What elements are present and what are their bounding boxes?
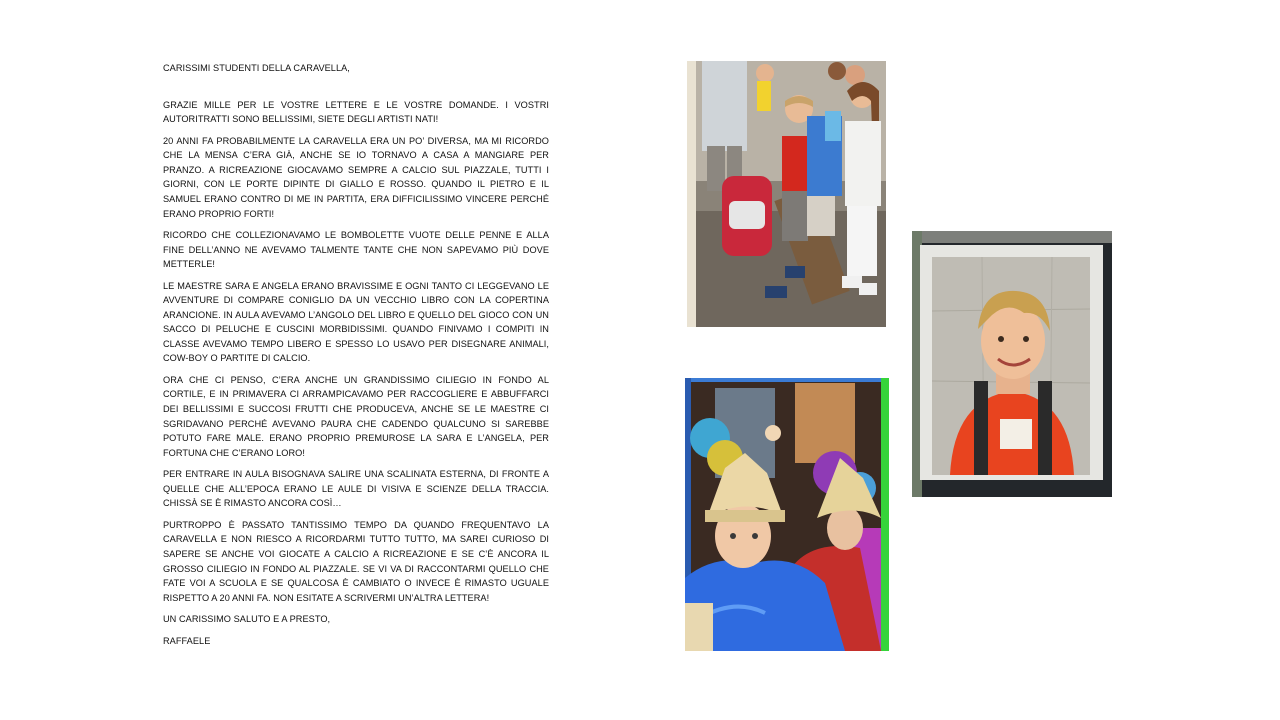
photo-children-backpacks [687,61,886,327]
letter-salutation: CARISSIMI STUDENTI DELLA CARAVELLA, [163,63,350,73]
letter-paragraph: RICORDO CHE COLLEZIONAVAMO LE BOMBOLETTE VUOTE DELLE PENNE E ALLA FINE DELL’ANNO NE AVEVAMO TALMENTE TANTE CHE NON SAPEVAMO PIÙ DOVE METTERLE! [163,229,549,270]
letter-closing: UN CARISSIMO SALUTO E A PRESTO, [163,614,331,625]
letter-paragraph: PURTROPPO È PASSATO TANTISSIMO TEMPO DA QUANDO FREQUENTAVO LA CARAVELLA E NON RIESCO A RICORDARMI TUTTO TUTTO, MA SAREI CURIOSO DI SAPERE SE ANCHE VOI GIOCATE A CALCIO A RICREAZIONE E SE C’È ANCORA IL GROSSO CILIEGIO IN FONDO AL PIAZZALE. SE VI VA DI RACCONTARMI QUELLO CHE FATE VOI A SCUOLA E SE QUALCOSA È CAMBIATO O INVECE È RIMASTO UGUALE RISPETTO A 20 ANNI FA. NON ESITATE A SCRIVERMI UN’ALTRA LETTERA! [163,519,549,603]
letter-paragraph: PER ENTRARE IN AULA BISOGNAVA SALIRE UNA SCALINATA ESTERNA, DI FRONTE A QUELLE CHE ALL’EPOCA ERANO LE AULE DI VISIVA E SCIENZE DELLA TRACCIA. CHISSÀ SE È RIMASTO ANCORA COSÌ… [163,469,549,509]
letter-paragraph: LE MAESTRE SARA E ANGELA ERANO BRAVISSIME E OGNI TANTO CI LEGGEVANO LE AVVENTURE DI COMPARE CONIGLIO DA UN VECCHIO LIBRO CON LA COPERTINA ARANCIONE. IN AULA AVEVAMO L’ANGOLO DEL LIBRO E QUELLO DEL GIOCO CON UN SACCO DI PELUCHE E CUSCINI MORBIDISSIMI. QUANDO FINIVAMO I COMPITI IN CLASSE AVEVAMO TEMPO LIBERO E SPESSO LO USAVO PER DISEGNARE ANIMALI, COW-BOY O PARTITE DI CALCIO. [163,280,549,364]
letter-paragraph: GRAZIE MILLE PER LE VOSTRE LETTERE E LE VOSTRE DOMANDE. I VOSTRI AUTORITRATTI SONO BELLISSIMI, SIETE DEGLI ARTISTI NATI! [163,99,549,125]
letter-signature: RAFFAELE [163,635,211,646]
letter-paragraph: ORA CHE CI PENSO, C’ERA ANCHE UN GRANDISSIMO CILIEGIO IN FONDO AL CORTILE, E IN PRIMAVERA CI ARRAMPICAVAMO PER RACCOGLIERE E ABBUFFARCI DEI BELLISSIMI E SUCCOSI FRUTTI CHE PRODUCEVA, ANCHE SE LE MAESTRE CI SGRIDAVANO PERCHÉ AVEVANO PAURA CHE CADENDO QUALCUNO SI SAREBBE POTUTO FARE MALE. ERANO PROPRIO PREMUROSE LA SARA E L’ANGELA, PER FORTUNA CHE C’ERANO LORO! [163,374,549,458]
photo-carnival-children [685,378,889,651]
photo-boy-portrait [912,231,1112,497]
letter-paragraph: 20 ANNI FA PROBABILMENTE LA CARAVELLA ERA UN PO’ DIVERSA, MA MI RICORDO CHE LA MENSA C’ERA GIÀ, ANCHE SE IO TORNAVO A CASA A MANGIARE PER PRANZO. A RICREAZIONE GIOCAVAMO SEMPRE A CALCIO SUL PIAZZALE, TUTTI I GIORNI, CON LE PORTE DIPINTE DI GIALLO E ROSSO. QUANDO IL PIETRO E IL SAMUEL ERANO CONTRO DI ME IN PARTITA, ERA DIFFICILISSIMO VINCERE PERCHÉ ERANO PROPRIO FORTI! [163,135,549,219]
letter-text [163,61,549,655]
